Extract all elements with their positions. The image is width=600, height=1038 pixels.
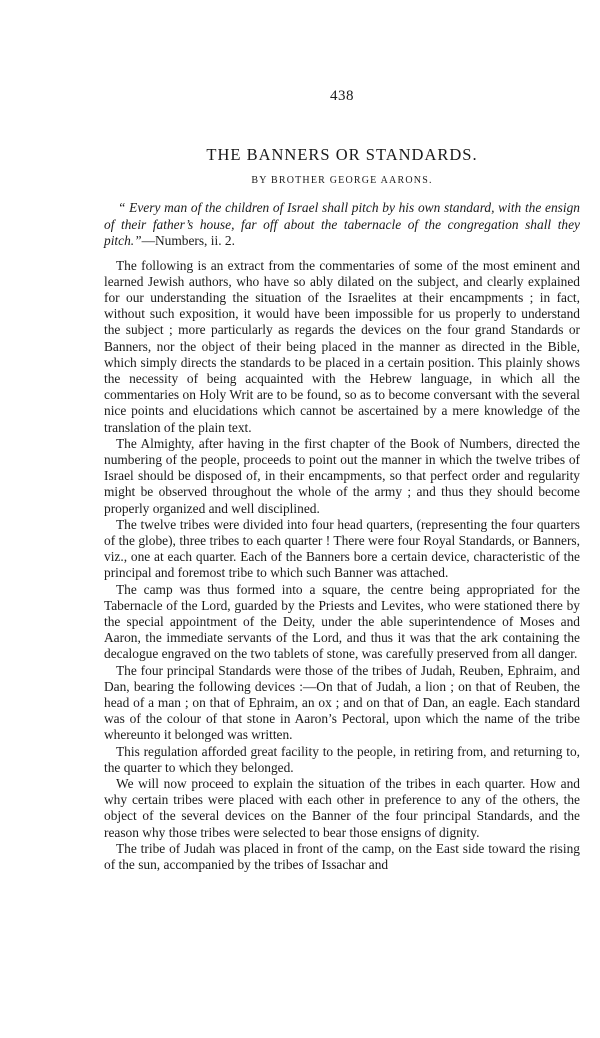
paragraph-5: The four principal Standards were those of the tribes of Judah, Reuben, Ephraim, and Dan, bearing the following devices :—On that of Judah, a lion ; on that of Reuben, the head of a man ; on that of Ephraim, an ox ; and on that of Dan, an eagle. Each standard was of the colour of that stone in Aaron’s Pectoral, upon which the name of the tribe whereunto it belonged was written. [104, 662, 580, 743]
paragraph-2: The Almighty, after having in the first chapter of the Book of Numbers, directed the numbering of the people, proceeds to point out the manner in which the twelve tribes of Israel should be disposed of, in their encampments, so that perfect order and regularity might be observed throughout the whole of the army ; and thus they should become properly organized and well disciplined. [104, 435, 580, 516]
paragraph-4: The camp was thus formed into a square, the centre being appropriated for the Tabernacle of the Lord, guarded by the Priests and Levites, who were stationed there by the special appointment of the Deity, under the able superintendence of Moses and Aaron, the immediate servants of the Lord, and thus it was that the ark containing the decalogue engraved on the two tablets of stone, was carefully preserved from all danger. [104, 581, 580, 662]
book-page [104, 88, 580, 873]
epigraph-quote: “ Every man of the children of Israel shall pitch by his own standard, with the ensign of their father’s house, far off about the tabernacle of the congregation shall they pitch.” [104, 200, 580, 248]
epigraph [104, 200, 580, 250]
paragraph-7: We will now proceed to explain the situation of the tribes in each quarter. How and why certain tribes were placed with each other in preference to any of the others, the object of the several devices on the Banner of the four principal Standards, and the reason why those tribes were selected to bear those ensigns of dignity. [104, 776, 580, 840]
paragraph-3: The twelve tribes were divided into four head quarters, (representing the four quarters of the globe), three tribes to each quarter ! There were four Royal Standards, or Banners, viz., one at each quarter. Each of the Banners bore a certain device, characteristic of the principal and foremost tribe to which such Banner was attached. [104, 516, 580, 581]
article-title: THE BANNERS OR STANDARDS. [206, 145, 478, 164]
author-byline: BY BROTHER GEORGE AARONS. [251, 175, 433, 186]
paragraph-6: This regulation afforded great facility to the people, in retiring from, and returning to, the quarter to which they belonged. [104, 743, 580, 775]
page-number: 438 [330, 88, 354, 104]
epigraph-citation: —Numbers, ii. 2. [141, 233, 235, 248]
paragraph-1: The following is an extract from the commentaries of some of the most eminent and learned Jewish authors, who have so ably dilated on the subject, and clearly explained for our understanding the situation of the Israelites at their encampments ; in fact, without such exposition, it would have been impossible for us properly to understand the subject ; more particularly as regards the devices on the four grand Standards or Banners, nor the object of their being placed in the manner as directed in the Bible, which simply directs the standards to be placed in a certain position. This plainly shows the necessity of being acquainted with the Hebrew language, in which all the commentaries on Holy Writ are to be found, so as to become conversant with the several nice points and elucidations which cannot be ascertained by a mere knowledge of the translation of the plain text. [104, 257, 580, 435]
paragraph-8: The tribe of Judah was placed in front of the camp, on the East side toward the rising of the sun, accompanied by the tribes of Issachar and [104, 840, 580, 873]
article-body [104, 258, 580, 874]
